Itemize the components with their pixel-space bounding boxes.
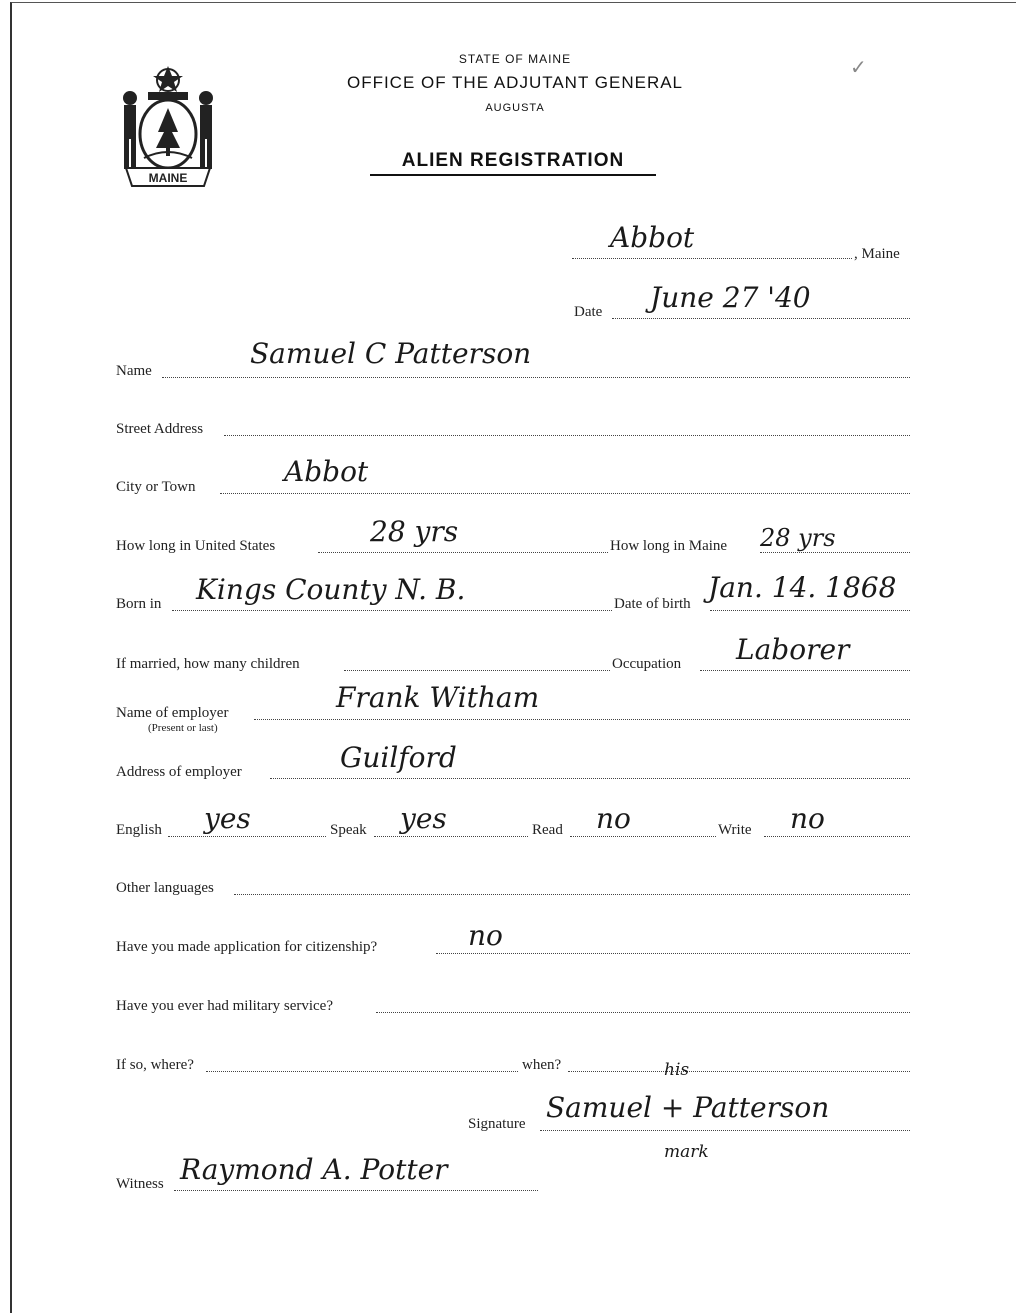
maine-value: 28 yrs [760, 524, 836, 552]
header-state: STATE OF MAINE [458, 52, 572, 66]
english-value: yes [204, 802, 251, 835]
other-languages-label: Other languages [116, 880, 214, 896]
name-value: Samuel C Patterson [250, 337, 532, 370]
employer-value: Frank Witham [336, 681, 540, 714]
english-line [168, 836, 326, 837]
employer-sublabel: (Present or last) [148, 722, 218, 734]
date-label: Date [574, 304, 603, 320]
where-label: If so, where? [116, 1057, 194, 1073]
when-line [568, 1071, 910, 1072]
speak-line [374, 836, 528, 837]
english-label: English [116, 822, 162, 838]
signature-line [540, 1130, 910, 1131]
signature-his: his [664, 1060, 690, 1080]
dob-line [710, 610, 910, 611]
military-label: Have you ever had military service? [116, 998, 333, 1014]
maine-line [760, 552, 910, 553]
citizenship-label: Have you made application for citizenship? [116, 939, 378, 955]
name-label: Name [116, 363, 152, 379]
children-label: If married, how many children [116, 656, 300, 672]
occupation-line [700, 670, 910, 671]
witness-line [174, 1190, 538, 1191]
born-label: Born in [116, 596, 162, 612]
signature-label: Signature [468, 1116, 526, 1132]
name-line [162, 377, 910, 378]
city-line [220, 493, 910, 494]
header-office: OFFICE OF THE ADJUTANT GENERAL [346, 73, 684, 92]
employer-line [254, 719, 910, 720]
city-label: City or Town [116, 479, 196, 495]
employer-address-line [270, 778, 910, 779]
form-title: ALIEN REGISTRATION [370, 150, 656, 176]
town-value: Abbot [610, 221, 695, 254]
street-line [224, 435, 910, 436]
occupation-value: Laborer [736, 633, 850, 666]
other-languages-line [234, 894, 910, 895]
dob-value: Jan. 14. 1868 [708, 571, 897, 604]
write-line [764, 836, 910, 837]
read-line [570, 836, 716, 837]
citizenship-value: no [468, 919, 503, 952]
born-value: Kings County N. B. [196, 573, 466, 606]
town-line [572, 258, 852, 259]
us-value: 28 yrs [370, 515, 459, 548]
witness-value: Raymond A. Potter [180, 1153, 448, 1186]
employer-label: Name of employer [116, 705, 229, 721]
employer-address-value: Guilford [340, 741, 457, 774]
children-line [344, 670, 610, 671]
witness-label: Witness [116, 1176, 164, 1192]
born-line [172, 610, 612, 611]
when-label: when? [522, 1057, 562, 1073]
write-label: Write [718, 822, 752, 838]
write-value: no [790, 802, 825, 835]
header-city: AUGUSTA [485, 102, 545, 114]
us-label: How long in United States [116, 538, 276, 554]
citizenship-line [436, 953, 910, 954]
check-mark-icon: ✓ [850, 57, 867, 79]
maine-label: How long in Maine [610, 538, 728, 554]
signature-mark: mark [664, 1142, 709, 1162]
read-value: no [596, 802, 631, 835]
city-value: Abbot [284, 455, 369, 488]
dob-label: Date of birth [614, 596, 691, 612]
date-value: June 27 '40 [650, 281, 811, 314]
maine-state-seal [112, 62, 224, 192]
street-label: Street Address [116, 421, 204, 437]
us-line [318, 552, 608, 553]
date-line [612, 318, 910, 319]
employer-address-label: Address of employer [116, 764, 242, 780]
military-line [376, 1012, 910, 1013]
signature-value: Samuel + Patterson [546, 1091, 830, 1124]
where-line [206, 1071, 518, 1072]
speak-value: yes [400, 802, 447, 835]
speak-label: Speak [330, 822, 367, 838]
seal-text: MAINE [148, 171, 188, 185]
read-label: Read [532, 822, 563, 838]
maine-suffix: , Maine [854, 246, 900, 262]
occupation-label: Occupation [612, 656, 682, 672]
